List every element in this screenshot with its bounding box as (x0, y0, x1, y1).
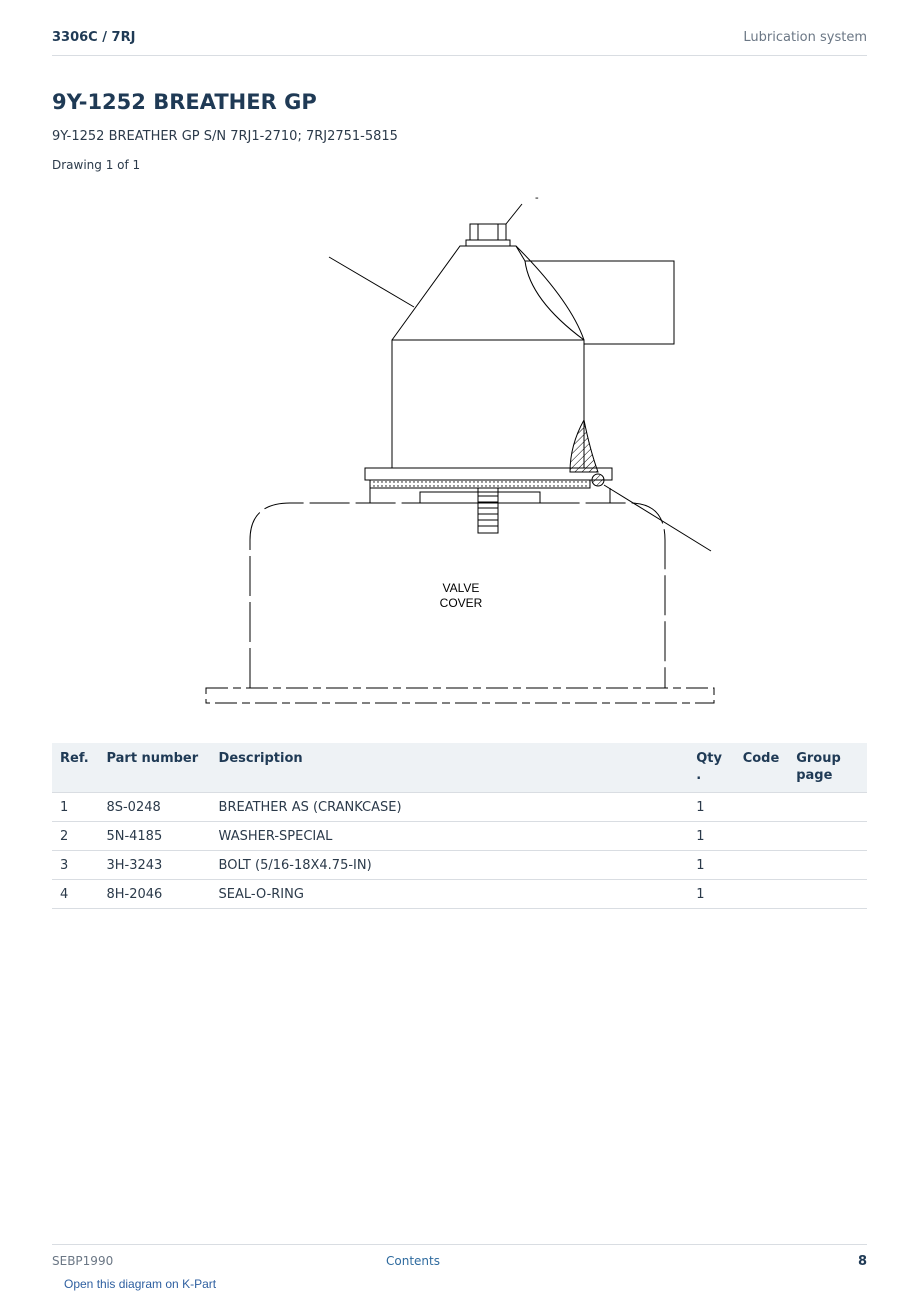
table-row (52, 793, 867, 822)
leader-line-right (604, 485, 711, 551)
parts-table (52, 743, 867, 909)
part-number-cell: 5N-4185 (98, 822, 210, 851)
leader-line-left (329, 257, 414, 307)
section-name: Lubrication system (743, 30, 867, 45)
breather-side-tube (516, 246, 674, 344)
o-ring (592, 474, 604, 486)
code-cell (735, 793, 789, 822)
page-footer (52, 1244, 867, 1275)
part-number-header: Part number (98, 743, 210, 793)
hatched-section (570, 420, 598, 472)
washer (466, 240, 510, 246)
qty-header (688, 743, 734, 793)
breather-diagram (200, 190, 720, 710)
bolt-head (470, 224, 506, 240)
table-row (52, 880, 867, 909)
gasket (370, 480, 590, 488)
group-page-header (788, 743, 867, 793)
group-page-cell (788, 793, 867, 822)
qty-header-line1: Qty (696, 751, 722, 766)
model-serial-prefix: 3306C / 7RJ (52, 30, 136, 45)
contents-link[interactable]: Contents (386, 1254, 440, 1268)
qty-cell: 1 (688, 822, 734, 851)
description-header: Description (211, 743, 689, 793)
code-cell (735, 851, 789, 880)
drawing-count: Drawing 1 of 1 (52, 158, 141, 172)
description-cell: WASHER-SPECIAL (211, 822, 689, 851)
group-page-cell (788, 822, 867, 851)
table-row (52, 851, 867, 880)
page-number: 8 (857, 1254, 867, 1269)
code-header: Code (735, 743, 789, 793)
table-row (52, 822, 867, 851)
valve-cover-label-line1: VALVE (442, 581, 480, 595)
part-number-cell: 8S-0248 (98, 793, 210, 822)
description-cell: SEAL-O-RING (211, 880, 689, 909)
group-header-line1: Group (796, 751, 841, 766)
ref-cell: 4 (52, 880, 98, 909)
description-cell: BOLT (5/16-18X4.75-IN) (211, 851, 689, 880)
group-page-cell (788, 880, 867, 909)
qty-cell: 1 (688, 851, 734, 880)
page-title: 9Y-1252 BREATHER GP (52, 90, 317, 114)
group-page-cell (788, 851, 867, 880)
qty-cell: 1 (688, 880, 734, 909)
qty-header-line2: . (696, 768, 702, 783)
callout-mark: - (535, 192, 539, 204)
breather-body (392, 340, 584, 468)
ref-cell: 2 (52, 822, 98, 851)
code-cell (735, 880, 789, 909)
qty-cell: 1 (688, 793, 734, 822)
group-header-line2: page (796, 768, 833, 783)
leader-line-top (506, 204, 522, 224)
page-subtitle: 9Y-1252 BREATHER GP S/N 7RJ1-2710; 7RJ2751-5815 (52, 129, 398, 144)
valve-cover-label-line2: COVER (439, 596, 483, 610)
part-number-cell: 3H-3243 (98, 851, 210, 880)
breather-cap (392, 246, 584, 340)
ref-header: Ref. (52, 743, 98, 793)
description-cell: BREATHER AS (CRANKCASE) (211, 793, 689, 822)
document-id: SEBP1990 (52, 1254, 114, 1268)
part-number-cell: 8H-2046 (98, 880, 210, 909)
ref-cell: 3 (52, 851, 98, 880)
open-in-kpart-link[interactable]: Open this diagram on K-Part (64, 1277, 217, 1291)
valve-cover-flange (206, 688, 714, 703)
code-cell (735, 822, 789, 851)
ref-cell: 1 (52, 793, 98, 822)
table-header-row (52, 743, 867, 793)
page-header (52, 28, 867, 56)
